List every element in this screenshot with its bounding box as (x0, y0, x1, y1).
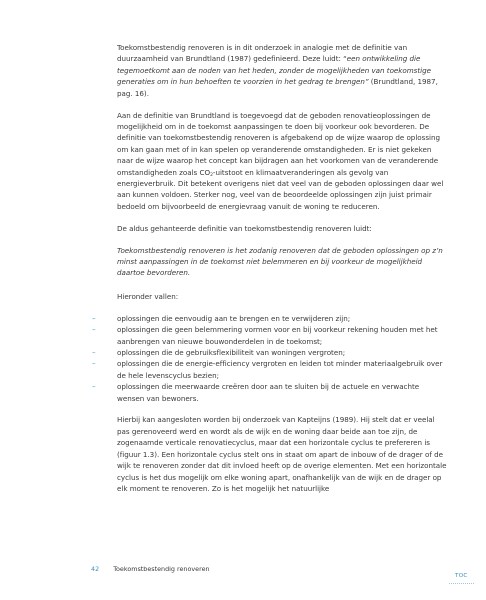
paragraph-text: -uitstoot en klimaatveranderingen als gevolg van energieverbruik. Dit betekent overigens niet dat veel van de geboden oplossingen daar wel aan kunnen voldoen. Sterker nog, veel van de beoordeelde oplossingen zijn juist primair bedoeld om bijvoorbeeld de energievraag vanuit de woning te reduceren. (117, 167, 444, 211)
paragraph-text: Toekomstbestendig renoveren is in dit onderzoek in analogie met de definitie van duurzaamheid van Brundtland (1987) gedefinieerd. Deze luidt: “ (117, 43, 408, 64)
dash-bullet: – (92, 347, 96, 357)
citation-text: (Brundtland, 1987, pag. 16). (117, 77, 438, 98)
list-item (92, 324, 447, 347)
paragraph-list-intro: Hieronder vallen: (117, 291, 179, 301)
dash-bullet: – (92, 359, 96, 369)
page-footer (91, 565, 210, 574)
list-item-text: oplossingen die de gebruiksflexibiliteit van woningen vergroten; (117, 347, 346, 357)
page-number: 42 (91, 565, 100, 573)
paragraph-definition-extension (117, 110, 447, 213)
subscript: 2 (210, 172, 213, 178)
toc-link[interactable]: TOC (455, 573, 468, 579)
solutions-list (92, 313, 447, 404)
running-title: Toekomstbestendig renoveren (113, 565, 210, 573)
list-item-text: oplossingen die eenvoudig aan te brengen en te verwijderen zijn; (117, 313, 351, 323)
paragraph-definition-statement: Toekomstbestendig renoveren is het zodanig renoveren dat de geboden oplossingen op z’n minst aanpassingen in de toekomst niet belemmeren en bij voorkeur de mogelijkheid daartoe bevorderen. (117, 245, 443, 278)
quote-text: een ontwikkeling die tegemoetkomt aan de noden van het heden, zonder de mogelijkheden van toekomstige generaties om in hun behoeften te voorzien in het gedrag te brengen” (117, 54, 432, 87)
list-item-text: oplossingen die geen belemmering vormen voor en bij voorkeur rekening houden met het aanbrengen van nieuwe bouwonderdelen in de toekomst; (117, 325, 438, 346)
body-text (92, 42, 447, 505)
dash-bullet: – (92, 313, 96, 323)
list-item (92, 347, 447, 358)
toc-divider (449, 583, 474, 584)
list-item-text: oplossingen die meerwaarde creëren door aan te sluiten bij de actuele en verwachte wensen van bewoners. (117, 382, 420, 403)
paragraph-text: Aan de definitie van Brundtland is toegevoegd dat de geboden renovatieoplossingen de mogelijkheid om in de toekomst aanpassingen te doen bij voorkeur ook bevorderen. De definitie van toekomstbestendig renoveren is afgebakend op de wijze waarop de oplossing om kan gaan met of in kan spelen op veranderende omstandigheden. Er is niet gekeken naar de wijze waarop het concept kan bijdragen aan het voorkomen van de veranderende omstandigheden zoals CO (117, 110, 441, 177)
list-item (92, 381, 447, 404)
paragraph-definition-brundtland (117, 42, 447, 99)
list-item (92, 358, 447, 381)
list-item (92, 313, 447, 324)
dash-bullet: – (92, 382, 96, 392)
dash-bullet: – (92, 325, 96, 335)
list-item-text: oplossingen die de energie-efficiency vergroten en leiden tot minder materiaalgebruik over de hele levenscyclus bezien; (117, 359, 443, 380)
paragraph-kapteijns: Hierbij kan aangesloten worden bij onderzoek van Kapteijns (1989). Hij stelt dat er veelal pas gerenoveerd werd en wordt als de wijk en de woning daar beide aan toe zijn, de zogenaamde verticale renovatiecyclus, maar dat een horizontale cyclus te prefereren is (figuur 1.3). Een horizontale cyclus stelt ons in staat om apart de inbouw of de drager of de wijk te renoveren zonder dat dit invloed heeft op de overige elementen. Met een horizontale cyclus is het dus mogelijk om elke woning apart, onafhankelijk van de wijk en de drager op elk moment te renoveren. Zo is het mogelijk het natuurlijke (117, 415, 447, 493)
paragraph-definition-intro: De aldus gehanteerde definitie van toekomstbestendig renoveren luidt: (117, 223, 372, 233)
